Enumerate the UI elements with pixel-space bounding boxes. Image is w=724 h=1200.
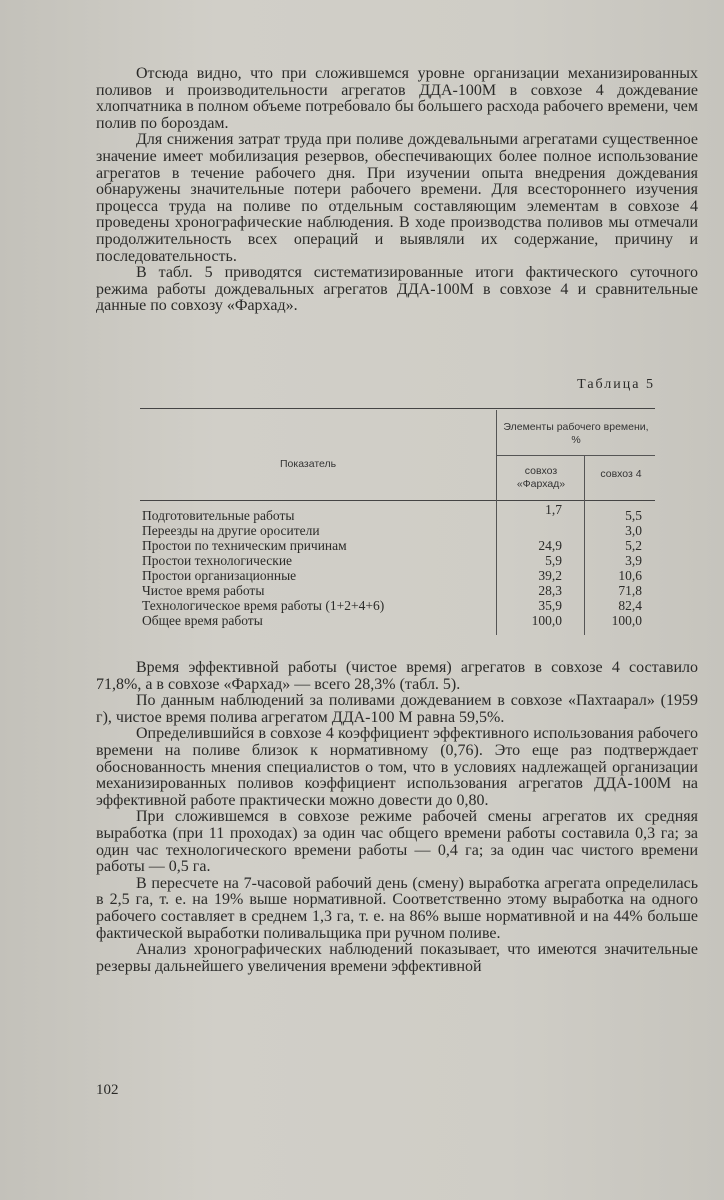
value-sovkhoz4: 100,0 (611, 613, 642, 628)
table-row (142, 523, 655, 538)
table-header-rule (140, 500, 655, 501)
row-label: Подготовительные работы (142, 508, 295, 523)
header-indicator: Показатель (280, 458, 337, 470)
paragraph: Для снижения затрат труда при поливе дождевальными агрегатами существенное значение имеет мобилизация резервов, обеспечивающих более полное использование агрегатов в течение рабочего дня. При изучении опыта внедрения дождевания обнаружены значительные потери рабочего времени. Для всестороннего изучения процесса труда на поливе по отдельным составляющим элементам в совхозе 4 проведены хронографические наблюдения. В ходе производства поливов мы отмечали продолжительность всех операций и выявляли их содержание, причину и последовательность. (96, 131, 698, 265)
value-farkhad: 1,7 (545, 502, 562, 517)
value-sovkhoz4: 82,4 (618, 598, 642, 613)
paragraph: В пересчете на 7-часовой рабочий день (смену) выработка агрегата определилась в 2,5 га, т. е. на 19% выше нормативной. Соответственно этому выработка на одного рабочего составляет в среднем 1,3 га, т. е. на 86% выше нормативной и на 44% больше фактической выработки поливальщика при ручном поливе. (96, 874, 698, 942)
paragraph: Отсюда видно, что при сложившемся уровне организации механизированных поливов и производительности агрегатов ДДА-100М в совхозе 4 дождевание хлопчатника в полном объеме потребовало бы большего расхода рабочего времени, чем полив по бороздам. (96, 65, 698, 132)
paragraph: При сложившемся в совхозе режиме рабочей смены агрегатов их средняя выработка (при 11 проходах) за один час общего времени работы составила 0,3 га; за один час технологического времени работы — 0,4 га; за один час чистого времени работы — 0,5 га. (96, 808, 698, 876)
value-farkhad: 28,3 (538, 583, 562, 598)
table-body (142, 502, 655, 628)
value-farkhad: 39,2 (538, 568, 562, 583)
table-row (142, 613, 655, 628)
value-sovkhoz4: 5,5 (625, 508, 642, 523)
row-label: Простои по техническим причинам (142, 538, 347, 553)
table-top-rule (140, 408, 655, 409)
row-label: Чистое время работы (142, 583, 265, 598)
top-text-block (96, 66, 698, 315)
bottom-text-block (96, 660, 698, 975)
value-sovkhoz4: 3,9 (625, 553, 642, 568)
table-row (142, 502, 655, 523)
header-time-elements: Элементы рабочего времени, % (503, 421, 649, 446)
header-col-sovkhoz4: совхоз 4 (600, 468, 642, 480)
value-farkhad: 100,0 (531, 613, 562, 628)
value-farkhad: 5,9 (545, 553, 562, 568)
page-number: 102 (96, 1082, 119, 1098)
paragraph: Определившийся в совхозе 4 коэффициент эффективного использования рабочего времени на поливе близок к нормативному (0,76). Это еще раз подтверждает обоснованность мнения специалистов о том, что в условиях надлежащей организации механизированных поливов коэффициент использования агрегатов ДДА-100М на эффективной работе практически можно довести до 0,80. (96, 725, 698, 809)
paragraph: Время эффективной работы (чистое время) агрегатов в совхозе 4 составило 71,8%, а в совхозе «Фархад» — всего 28,3% (табл. 5). (96, 659, 698, 693)
row-label: Переезды на другие оросители (142, 523, 320, 538)
table-row (142, 598, 655, 613)
value-farkhad: 35,9 (538, 598, 562, 613)
row-label: Простои организационные (142, 568, 297, 583)
header-col-farkhad: совхоз «Фархад» (516, 465, 566, 490)
table-caption: Таблица 5 (577, 377, 655, 392)
paragraph: Анализ хронографических наблюдений показывает, что имеются значительные резервы дальнейшего увеличения времени эффективной (96, 941, 698, 975)
table-row (142, 553, 655, 568)
table-row (142, 583, 655, 598)
row-label: Простои технологические (142, 553, 293, 568)
value-sovkhoz4: 10,6 (618, 568, 642, 583)
value-sovkhoz4: 5,2 (625, 538, 642, 553)
table-row (142, 568, 655, 583)
value-farkhad: 24,9 (538, 538, 562, 553)
row-label: Технологическое время работы (1+2+4+6) (142, 598, 385, 613)
paragraph: По данным наблюдений за поливами дождеванием в совхозе «Пахтаарал» (1959 г), чистое время полива агрегатом ДДА-100 М равна 59,5%. (96, 692, 698, 726)
value-sovkhoz4: 71,8 (618, 583, 642, 598)
row-label: Общее время работы (142, 613, 263, 628)
value-sovkhoz4: 3,0 (625, 523, 642, 538)
table-subheader-rule (496, 455, 655, 456)
table-row (142, 538, 655, 553)
paragraph: В табл. 5 приводятся систематизированные итоги фактического суточного режима работы дождевальных агрегатов ДДА-100М в совхозе 4 и сравнительные данные по совхозу «Фархад». (96, 264, 698, 315)
